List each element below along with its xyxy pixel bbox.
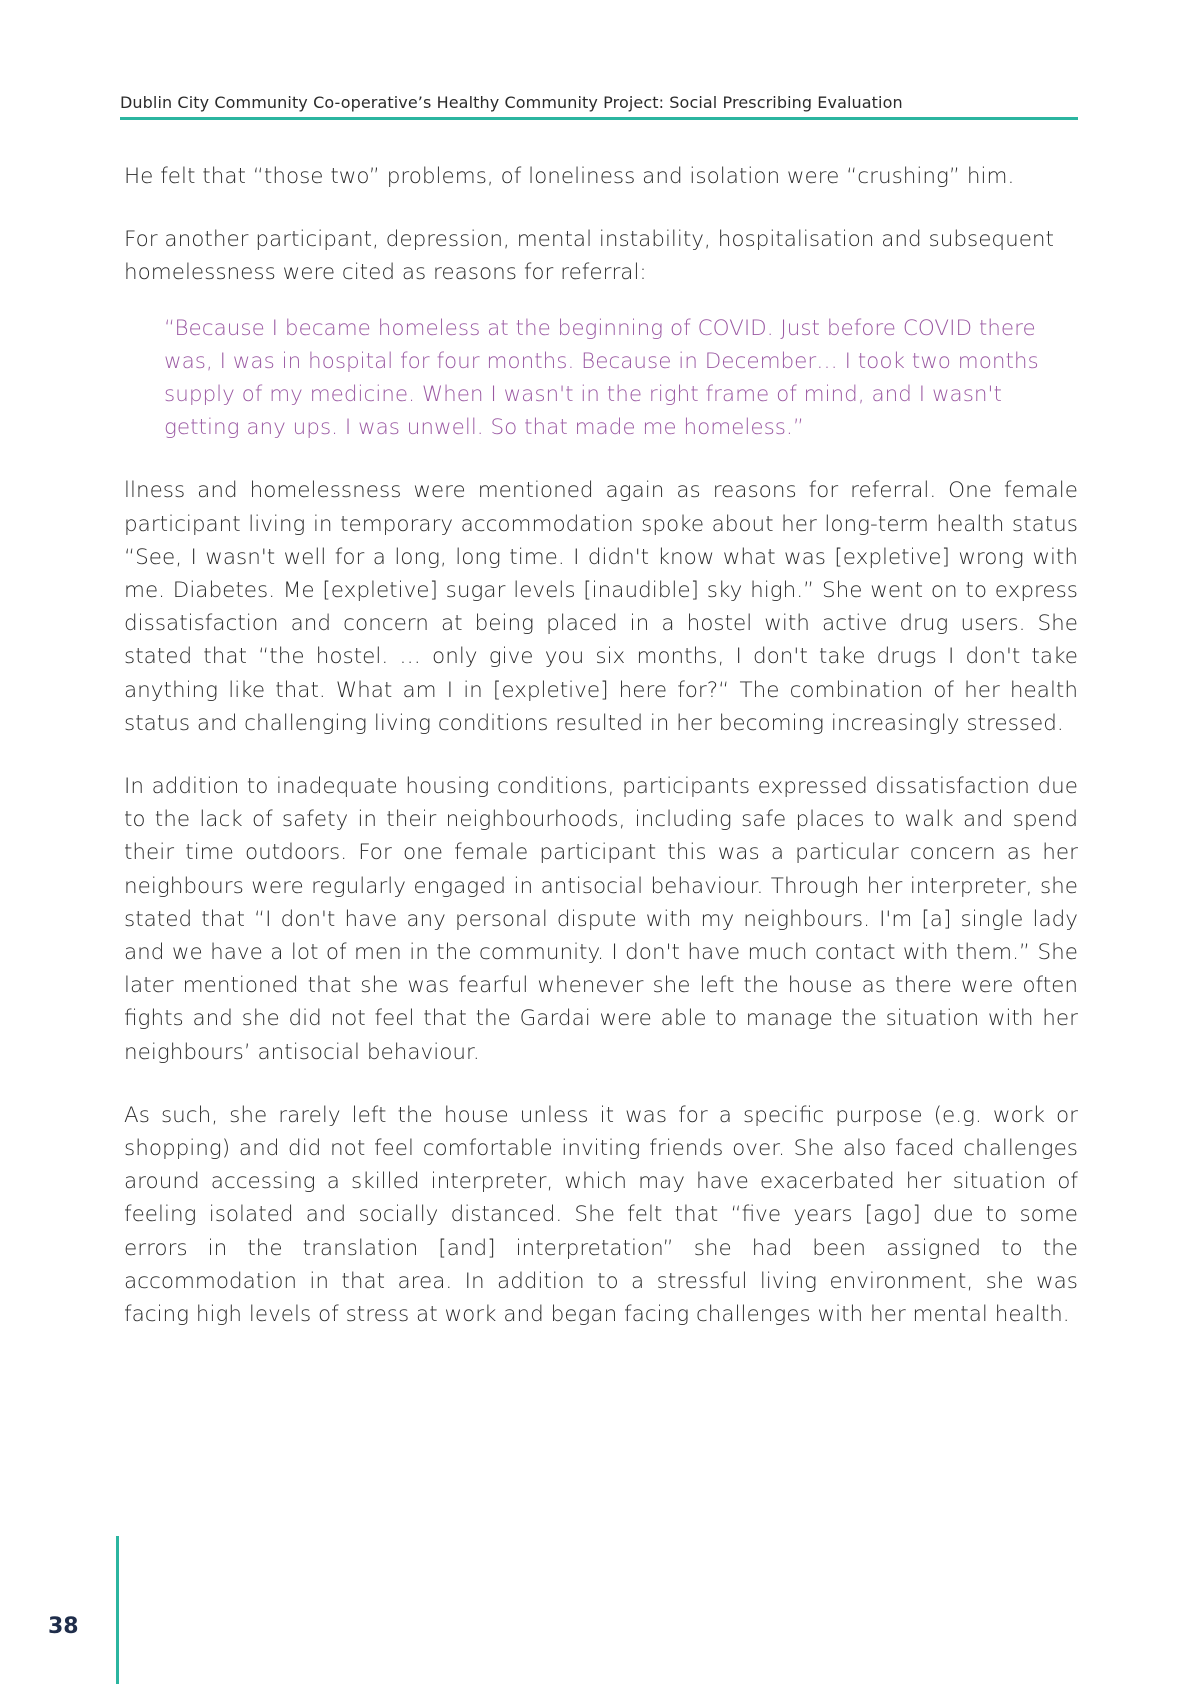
paragraph-loneliness: He felt that “those two” problems, of loneliness and isolation were “crushing” him. (124, 164, 1015, 189)
footer-rule (116, 1536, 119, 1684)
paragraph-housing-safety: In addition to inadequate housing conditions, participants expressed dissatisfaction due to the lack of safety in their neighbourhoods, including safe places to walk and spend their time outdoors. For one female participant this was a particular concern as her neighbours were regularly engaged in antisocial behaviour. Through her interpreter, she stated that “I don't have any personal dispute with my neighbours. I'm [a] single lady and we have a lot of men in the community. I don't have much contact with them.” She later mentioned that she was fearful whenever she left the house as there were often fights and she did not feel that the Gardai were able to manage the situation with her neighbours’ antisocial behaviour. (124, 774, 1078, 1065)
body-content (124, 160, 1078, 1361)
page-number: 38 (48, 1614, 79, 1639)
header-rule (120, 117, 1078, 120)
paragraph-illness-homelessness: llness and homelessness were mentioned again as reasons for referral. One female participant living in temporary accommodation spoke about her long-term health status “See, I wasn't well for a long, long time. I didn't know what was [expletive] wrong with me. Diabetes. Me [expletive] sugar levels [inaudible] sky high.” She went on to express dissatisfaction and concern at being placed in a hostel with active drug users. She stated that “the hostel. … only give you six months, I don't take drugs I don't take anything like that. What am I in [expletive] here for?“ The combination of her health status and challenging living conditions resulted in her becoming increasingly stressed. (124, 478, 1078, 736)
running-header: Dublin City Community Co-operative’s Healthy Community Project: Social Prescribing Evaluation (120, 93, 903, 112)
paragraph-interpreter-challenges: As such, she rarely left the house unless it was for a specific purpose (e.g. work or shopping) and did not feel comfortable inviting friends over. She also faced challenges around accessing a skilled interpreter, which may have exacerbated her situation of feeling isolated and socially distanced. She felt that “five years [ago] due to some errors in the translation [and] interpretation” she had been assigned to the accommodation in that area. In addition to a stressful living environment, she was facing high levels of stress at work and began facing challenges with her mental health. (124, 1102, 1078, 1328)
paragraph-referral-reasons: For another participant, depression, mental instability, hospitalisation and subsequent homelessness were cited as reasons for referral: (124, 227, 1054, 286)
participant-quote: “Because I became homeless at the beginning of COVID. Just before COVID there was, I was in hospital for four months. Because in December… I took two months supply of my medicine. When I wasn't in the right frame of mind, and I wasn't getting any ups. I was unwell. So that made me homeless.” (164, 315, 1039, 441)
